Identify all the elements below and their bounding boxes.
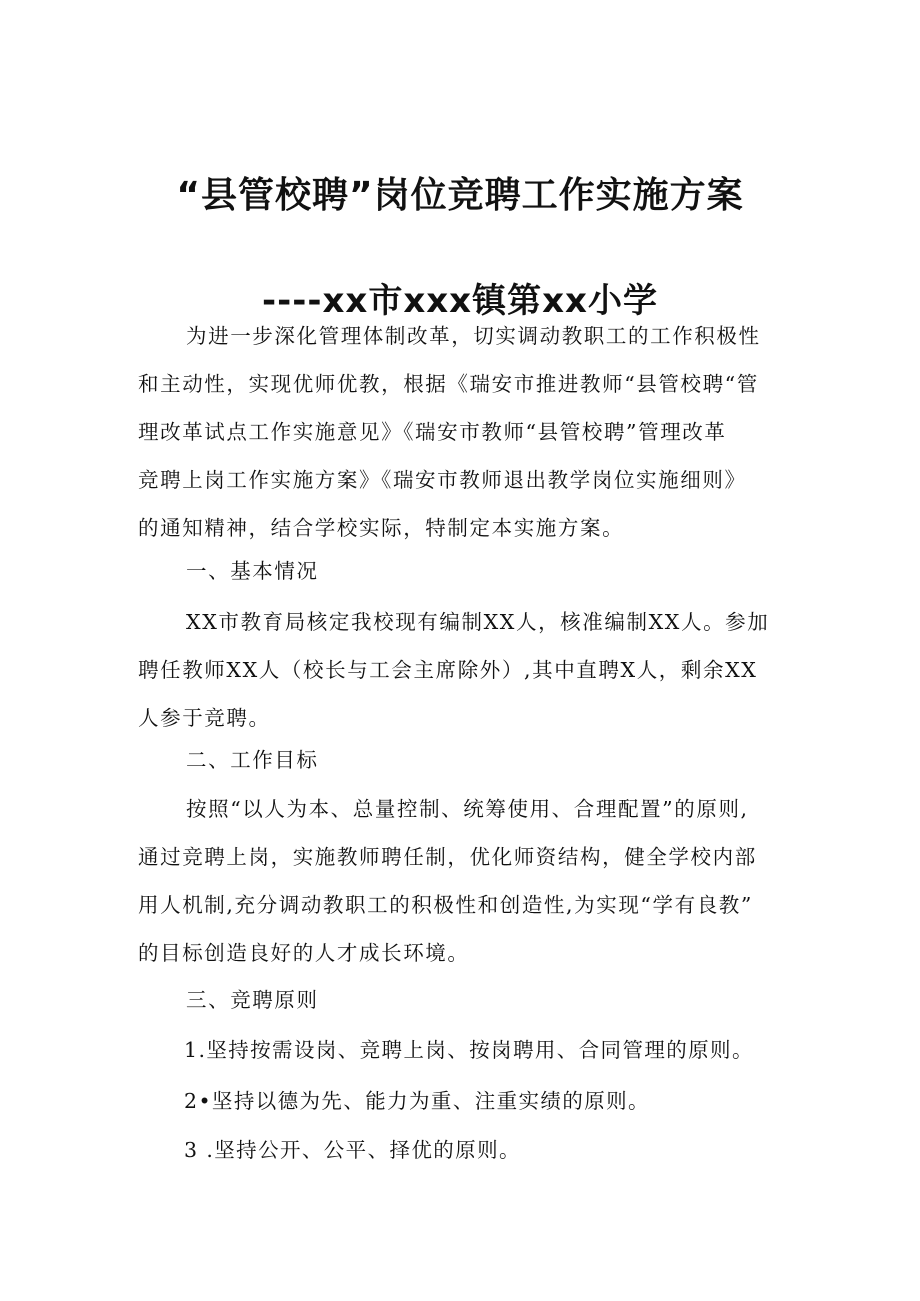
section-heading-work-goals: 二、工作目标 xyxy=(186,748,319,772)
paragraph-line: 的目标创造良好的人才成长环境。 xyxy=(138,941,470,965)
section-heading-basic-info: 一、基本情况 xyxy=(186,559,319,583)
paragraph-line: 按照“以人为本、总量控制、统筹使用、合理配置”的原则, xyxy=(186,797,749,821)
basic-info-paragraph xyxy=(138,598,798,742)
paragraph-line: 通过竞聘上岗，实施教师聘任制，优化师资结构，健全学校内部 xyxy=(138,845,757,869)
intro-paragraph xyxy=(138,312,798,552)
principle-item: 3 .坚持公开、公平、择优的原则。 xyxy=(184,1138,521,1162)
paragraph-line: 和主动性，实现优师优教，根据《瑞安市推进教师“县管校聘“管 xyxy=(138,372,759,396)
section-heading-principles: 三、竞聘原则 xyxy=(186,988,319,1012)
paragraph-line: 用人机制,充分调动教职工的积极性和创造性,为实现“学有良教” xyxy=(138,893,753,917)
principle-item: 1.坚持按需设岗、竞聘上岗、按岗聘用、合同管理的原则。 xyxy=(184,1038,754,1062)
document-subtitle: ----xx市xxx镇第xx小学 xyxy=(262,281,658,322)
paragraph-line: 理改革试点工作实施意见》《瑞安市教师“县管校聘”管理改革 xyxy=(138,420,727,444)
paragraph-line: XX市教育局核定我校现有编制XX人，核准编制XX人。参加 xyxy=(186,610,770,634)
paragraph-line: 人参于竞聘。 xyxy=(138,706,271,730)
document-title: “县管校聘”岗位竞聘工作实施方案 xyxy=(176,175,744,217)
principle-item: 2•坚持以德为先、能力为重、注重实绩的原则。 xyxy=(184,1089,650,1113)
paragraph-line: 的通知精神，结合学校实际，特制定本实施方案。 xyxy=(138,516,625,540)
work-goals-paragraph xyxy=(138,785,798,977)
paragraph-line: 为进一步深化管理体制改革，切实调动教职工的工作积极性 xyxy=(186,324,761,348)
paragraph-line: 竞聘上岗工作实施方案》《瑞安市教师退出教学岗位实施细则》 xyxy=(138,468,747,492)
paragraph-line: 聘任教师XX人（校长与工会主席除外）,其中直聘X人，剩余XX xyxy=(138,658,758,682)
